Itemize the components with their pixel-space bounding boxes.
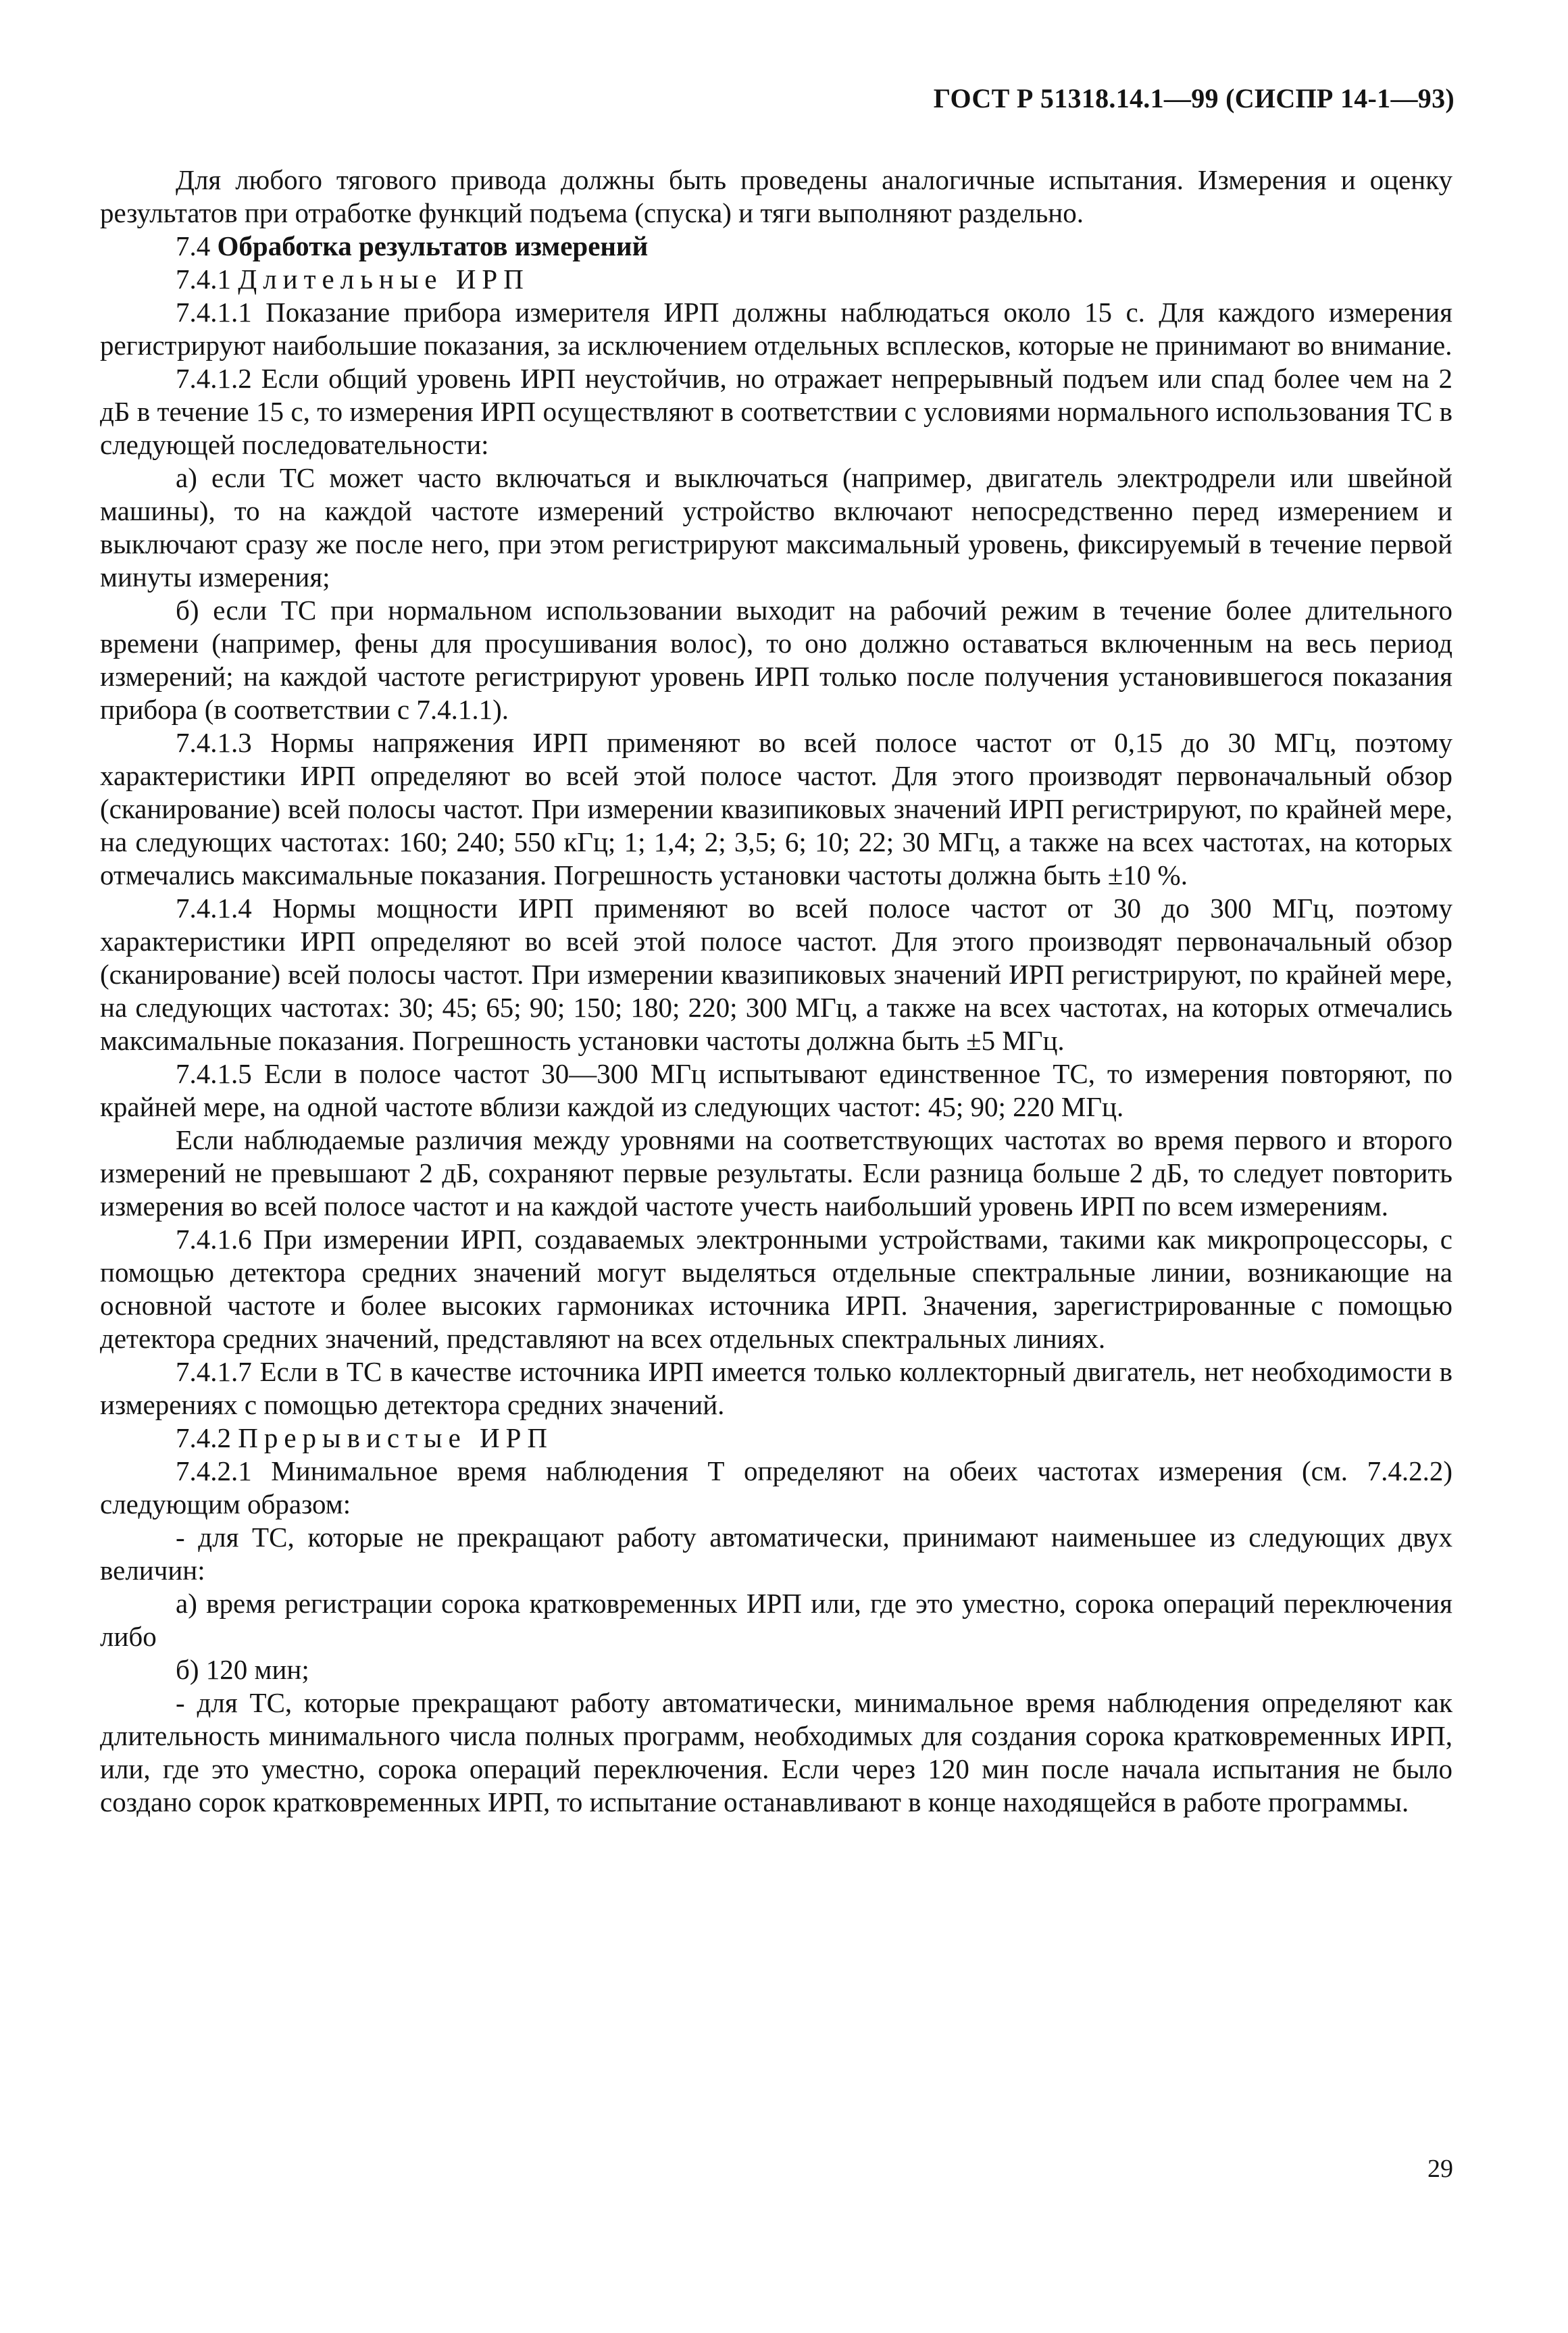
heading-7-4-2-number: 7.4.2	[176, 1422, 231, 1453]
heading-7-4-2	[100, 1422, 1452, 1455]
paragraph-7-4-1-3: 7.4.1.3 Нормы напряжения ИРП применяют во всей полосе частот от 0,15 до 30 МГц, поэтому характеристики ИРП определяют во всей этой полосе частот. Для этого производят первоначальный обзор (сканирование) всей полосы частот. При измерении квазипиковых значений ИРП регистрируют, по крайней мере, на следующих частотах: 160; 240; 550 кГц; 1; 1,4; 2; 3,5; 6; 10; 22; 30 МГц, а также на всех частотах, на которых отмечались максимальные показания. Погрешность установки частоты должна быть ±10 %.	[100, 727, 1452, 890]
paragraph-7-4-1-5-cont: Если наблюдаемые различия между уровнями на соответствующих частотах во время первого и второго измерений не превышают 2 дБ, сохраняют первые результаты. Если разница больше 2 дБ, то следует повторить измерения во всей полосе частот и на каждой частоте учесть наибольший уровень ИРП по всем измерениям.	[100, 1124, 1452, 1222]
paragraph-non-auto-stop: - для ТС, которые не прекращают работу автоматически, принимают наименьшее из следующих двух величин:	[100, 1522, 1452, 1586]
paragraph-auto-stop: - для ТС, которые прекращают работу автоматически, минимальное время наблюдения определяют как длительность минимального числа полных программ, необходимых для создания сорока кратковременных ИРП, или, где это уместно, сорока операций переключения. Если через 120 мин после начала испытания не было создано сорок кратковременных ИРП, то испытание останавливают в конце находящейся в работе программы.	[100, 1687, 1452, 1817]
paragraph-7-4-1-2-b: б) если ТС при нормальном использовании выходит на рабочий режим в течение более длительного времени (например, фены для просушивания волос), то оно должно оставаться включенным на весь период измерений; на каждой частоте регистрируют уровень ИРП только после получения установившегося показания прибора (в соответствии с 7.4.1.1).	[100, 595, 1452, 725]
heading-7-4-1-title: Длительные ИРП	[238, 264, 530, 295]
paragraph-7-4-1-6: 7.4.1.6 При измерении ИРП, создаваемых электронными устройствами, такими как микропроцессоры, с помощью детектора средних значений могут выделяться отдельные спектральные линии, возникающие на основной частоте и более высоких гармониках источника ИРП. Значения, зарегистрированные с помощью детектора средних значений, представляют на всех отдельных спектральных линиях.	[100, 1224, 1452, 1354]
paragraph-7-4-1-7: 7.4.1.7 Если в ТС в качестве источника ИРП имеется только коллекторный двигатель, нет необходимости в измерениях с помощью детектора средних значений.	[100, 1356, 1452, 1420]
paragraph-traction-drive: Для любого тягового привода должны быть проведены аналогичные испытания. Измерения и оценку результатов при отработке функций подъема (спуска) и тяги выполняют раздельно.	[100, 164, 1452, 228]
paragraph-7-4-1-4: 7.4.1.4 Нормы мощности ИРП применяют во всей полосе частот от 30 до 300 МГц, поэтому характеристики ИРП определяют во всей этой полосе частот. Для этого производят первоначальный обзор (сканирование) всей полосы частот. При измерении квазипиковых значений ИРП регистрируют, по крайней мере, на следующих частотах: 30; 45; 65; 90; 150; 180; 220; 300 МГц, а также на всех частотах, на которых отмечались максимальные показания. Погрешность установки частоты должна быть ±5 МГц.	[100, 893, 1452, 1056]
page-number: 29	[1427, 2155, 1453, 2183]
paragraph-option-a: а) время регистрации сорока кратковременных ИРП или, где это уместно, сорока операций переключения либо	[100, 1588, 1452, 1652]
heading-7-4-number: 7.4	[176, 230, 211, 261]
heading-7-4-1-number: 7.4.1	[176, 264, 231, 295]
heading-7-4	[100, 230, 1452, 263]
heading-7-4-2-title: Прерывистые ИРП	[238, 1422, 554, 1453]
paragraph-7-4-1-5: 7.4.1.5 Если в полосе частот 30—300 МГц испытывают единственное ТС, то измерения повторяют, по крайней мере, на одной частоте вблизи каждой из следующих частот: 45; 90; 220 МГц.	[100, 1058, 1452, 1122]
heading-7-4-1	[100, 263, 1452, 296]
paragraph-7-4-2-1: 7.4.2.1 Минимальное время наблюдения Т определяют на обеих частотах измерения (см. 7.4.2.2) следующим образом:	[100, 1455, 1452, 1520]
paragraph-option-b: б) 120 мин;	[176, 1654, 309, 1685]
paragraph-7-4-1-1: 7.4.1.1 Показание прибора измерителя ИРП должны наблюдаться около 15 с. Для каждого измерения регистрируют наибольшие показания, за исключением отдельных всплесков, которые не принимают во внимание.	[100, 297, 1452, 361]
paragraph-7-4-1-2-a: а) если ТС может часто включаться и выключаться (например, двигатель электродрели или швейной машины), то на каждой частоте измерений устройство включают непосредственно перед измерением и выключают сразу же после него, при этом регистрируют максимальный уровень, фиксируемый в течение первой минуты измерения;	[100, 462, 1452, 593]
document-body	[100, 164, 1452, 1819]
paragraph-7-4-1-2: 7.4.1.2 Если общий уровень ИРП неустойчив, но отражает непрерывный подъем или спад более чем на 2 дБ в течение 15 с, то измерения ИРП осуществляют в соответствии с условиями нормального использования ТС в следующей последовательности:	[100, 363, 1452, 460]
heading-7-4-title: Обработка результатов измерений	[217, 230, 649, 261]
document-header: ГОСТ Р 51318.14.1—99 (СИСПР 14-1—93)	[933, 83, 1455, 114]
